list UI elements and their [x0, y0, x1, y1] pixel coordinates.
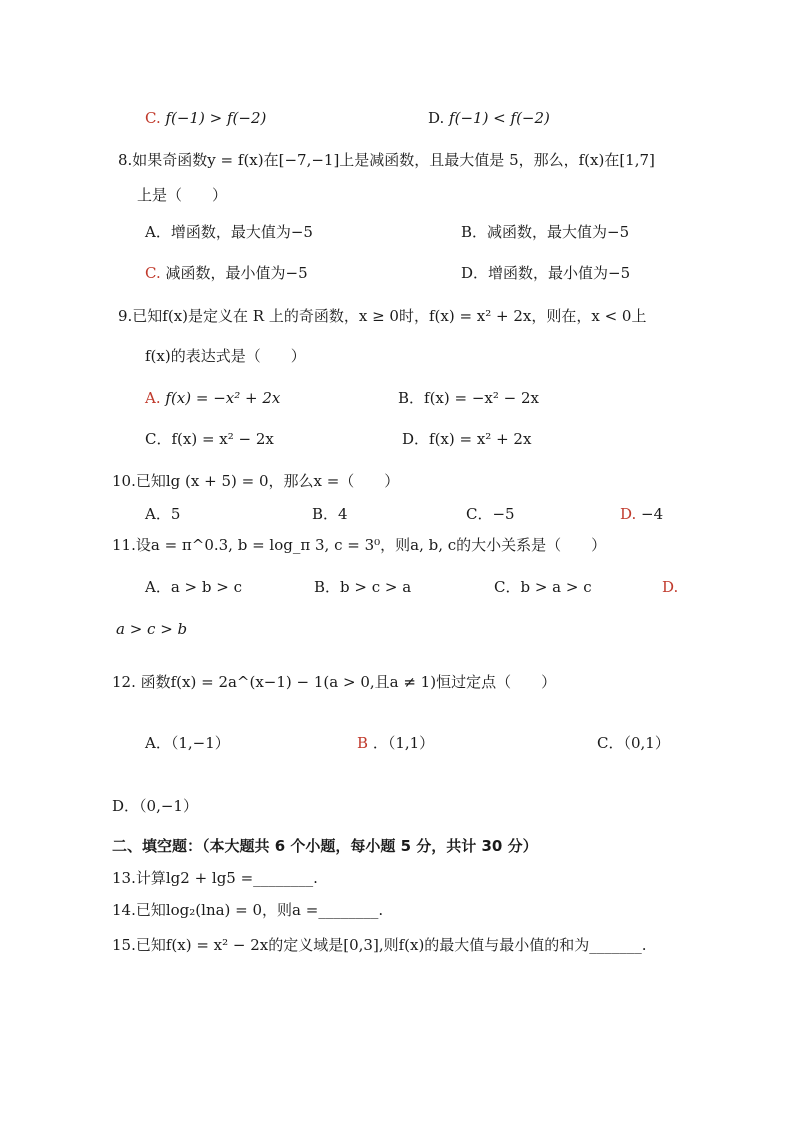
q8-option-a: A．增函数，最大值为−5: [145, 223, 313, 241]
q11-option-d-text: a > c > b: [116, 620, 188, 638]
option-letter: D.: [428, 109, 445, 127]
q14: 14.已知log₂(lna) = 0，则a =________.: [112, 901, 384, 919]
q12-stem: 12. 函数f(x) = 2a^(x−1) − 1(a > 0,且a ≠ 1)恒过定点（ ）: [112, 673, 557, 691]
q15: 15.已知f(x) = x² − 2x的定义域是[0,3],则f(x)的最大值与最小值的和为_______.: [112, 936, 647, 954]
option-text: 减函数，最小值为−5: [165, 264, 308, 282]
option-text: f(x) = −x² + 2x: [165, 389, 281, 407]
option-text: ．（1,1）: [372, 734, 435, 752]
q9-stem-line2: f(x)的表达式是（ ）: [145, 347, 306, 365]
q8-option-b: B．减函数，最大值为−5: [461, 223, 630, 241]
q12-option-c: C．（0,1）: [597, 734, 670, 752]
q12-option-b: [357, 733, 434, 753]
q11-option-b: B．b > c > a: [314, 578, 412, 596]
q11-option-d-letter: D.: [662, 578, 679, 596]
q10-option-c: C．−5: [466, 505, 515, 523]
option-letter: C.: [145, 109, 161, 127]
q10-stem: 10.已知lg (x + 5) = 0，那么x =（ ）: [112, 472, 400, 490]
q7-option-c: [145, 108, 266, 128]
option-text: f(−1) < f(−2): [449, 109, 550, 127]
option-letter: D.: [620, 505, 637, 523]
q9-option-c: C．f(x) = x² − 2x: [145, 430, 274, 448]
q12-option-d: D．（0,−1）: [112, 797, 198, 815]
q10-option-b: B．4: [312, 505, 348, 523]
q11-stem: 11.设a = π^0.3, b = log_π 3, c = 3⁰，则a, b, c的大小关系是（ ）: [112, 536, 607, 554]
q8-stem-line2: 上是（ ）: [137, 186, 228, 204]
q7-option-d: [428, 108, 550, 128]
q8-option-d: D．增函数，最小值为−5: [461, 264, 631, 282]
q11-option-a: A．a > b > c: [145, 578, 242, 596]
q11-option-c: C．b > a > c: [494, 578, 592, 596]
q10-option-a: A．5: [145, 505, 181, 523]
option-letter: A.: [145, 389, 161, 407]
option-letter: B: [357, 734, 369, 752]
q10-option-d: [620, 504, 663, 524]
section-2-title: 二、填空题：（本大题共 6 个小题，每小题 5 分，共计 30 分）: [112, 837, 538, 855]
option-text: f(−1) > f(−2): [165, 109, 267, 127]
q9-stem-line1: 9.已知f(x)是定义在 R 上的奇函数，x ≥ 0时，f(x) = x² + 2x，则在，x < 0上: [118, 307, 647, 325]
q12-option-a: A．（1,−1）: [145, 734, 230, 752]
q9-option-b: B．f(x) = −x² − 2x: [398, 389, 539, 407]
q9-option-a: [145, 388, 280, 408]
q8-option-c: [145, 263, 308, 283]
option-text: −4: [641, 505, 664, 523]
option-letter: C.: [145, 264, 161, 282]
q9-option-d: D．f(x) = x² + 2x: [402, 430, 532, 448]
q13: 13.计算lg2 + lg5 =________.: [112, 869, 318, 887]
q8-stem-line1: 8.如果奇函数y = f(x)在[−7,−1]上是减函数，且最大值是 5，那么，f(x)在[1,7]: [118, 151, 655, 169]
